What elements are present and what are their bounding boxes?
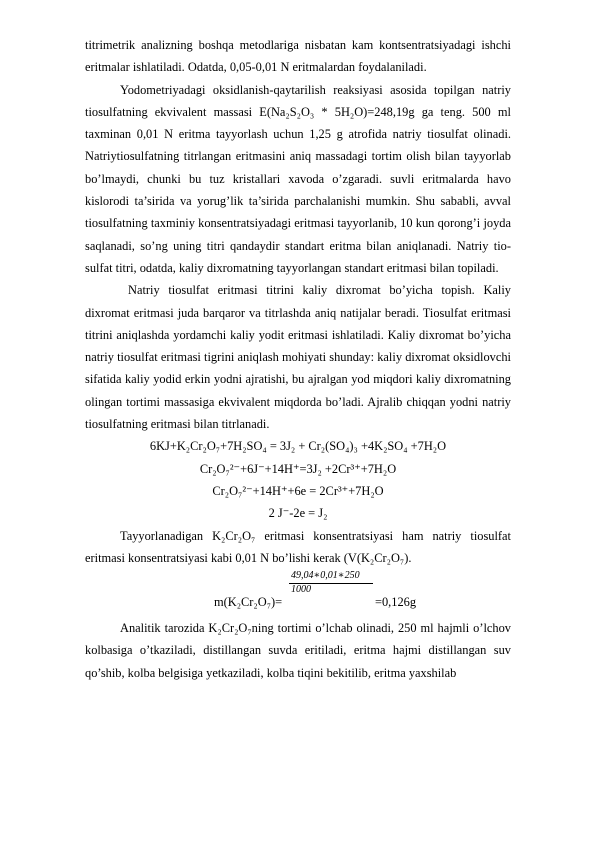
equation-1: 6KJ+K₂Cr₂O₇+7H₂SO₄ = 3J₂ + Cr₂(SO₄)₃ +4K₂SO₄ +7H₂O [149,439,447,454]
fraction-denominator: 1000 [291,584,311,596]
equation-4: 2 J⁻-2e = J₂ [268,506,328,521]
mass-formula-result: =0,126g [375,595,417,610]
mass-formula-label: m(K₂Cr₂O₇)= [214,595,283,610]
equation-2: Cr₂O₇²⁻+6J⁻+14H⁺=3J₂ +2Cr³⁺+7H₂O [199,461,397,476]
paragraph-2: Yodometriyadagi oksidlanish-qaytarilish reaksiyasi asosida topilgan natriy tiosulfatning ekvivalent massasi E(Na₂S₂O₃ * 5H₂O)=248,19g ga teng. 500 ml taxminan 0,01 N eritma tayyorlash uchun 1,25 g atrofida natriy tiosulfat olinadi. Natriytiosulfatning titrlangan eritmasini aniq massadagi tortim olish bilan tayyorlab bo’lmaydi, chunki bu tuz kristallari xavoda o’zgaradi. suvli eritmalarda havo kislorodi ta’sirida va yorug’lik ta’sirida parchalanishi mumkin. Shu sababli, avval tiosulfatning taxminiy konsentratsiyadagi eritmasi tayyorlanib, 10 kun qorong’i joyda saqlanadi, so’ng uning titri qandaydir standart eritma bilan aniqlanadi. Natriy tio-sulfat titri, odatda, kaliy dixromatning tayyorlangan standart eritmasi bilan topiladi. [85,82,511,275]
mass-formula [85,569,511,617]
paragraph-5: Analitik tarozida K₂Cr₂O₇ning tortimi o’lchab olinadi, 250 ml hajmli o’lchov kolbasiga o’tkaziladi, distillangan suvda eritiladi, eritma hajmi distillangan suv qo’shib, kolba belgisiga yetkaziladi, kolba tiqini bekitilib, eritma yaxshilab [85,621,511,680]
mass-fraction [289,569,373,596]
paragraph-3: Natriy tiosulfat eritmasi titrini kaliy dixromat bo’yicha topish. Kaliy dixromat eritmasi juda barqaror va titrlashda aniq natijalar beradi. Tiosulfat eritmasi titrini aniqlashda yordamchi kaliy yodit eritmasi ishlatiladi. Kaliy dixromat bo’yicha natriy tiosulfat eritmasi tigrini aniqlash mohiyati shunday: kaliy dixromat oksidlovchi sifatida kaliy yodid erkin yodni ajratishi, bu ajralgan yod miqdori kaliy dixromatning olingan tortimi massasiga ekvivalent miqdorda bo’ladi. Ajralib chiqqan yodni natriy tiosulfatning eritmasi bilan titrlanadi. [85,283,511,432]
paragraph-1: titrimetrik analizning boshqa metodlariga nisbatan kam kontsentratsiyadagi ishchi eritmalar ishlatiladi. Odatda, 0,05-0,01 N eritmalardan foydalaniladi. [85,38,511,75]
paragraph-4: Tayyorlanadigan K₂Cr₂O₇ eritmasi konsentratsiyasi ham natriy tiosulfat eritmasi konsentratsiyasi kabi 0,01 N bo’lishi kerak (V(K₂Cr₂O₇). [85,528,511,565]
fraction-numerator: 49,04∗0,01∗250 [291,570,360,582]
equation-3: Cr₂O₇²⁻+14H⁺+6e = 2Cr³⁺+7H₂O [212,483,384,498]
document-page [85,34,511,684]
